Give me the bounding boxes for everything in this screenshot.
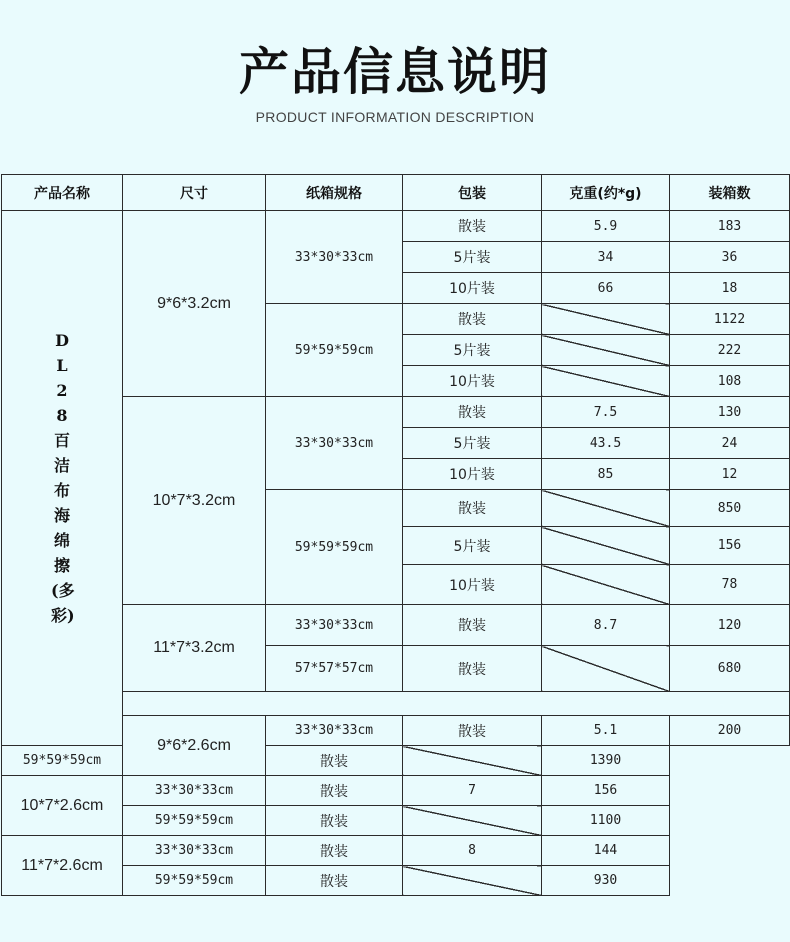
weight-cell-empty <box>403 866 542 896</box>
column-header: 克重(约*g) <box>542 175 670 211</box>
weight-cell: 5.9 <box>542 211 670 242</box>
size-cell: 11*7*3.2cm <box>123 605 266 692</box>
weight-cell-empty <box>542 527 670 565</box>
pack-cell: 散装 <box>403 397 542 428</box>
product-name-cell <box>2 211 123 746</box>
pack-cell: 散装 <box>403 646 542 692</box>
qty-cell: 183 <box>670 211 790 242</box>
carton-cell: 33*30*33cm <box>266 211 403 304</box>
pack-cell: 5片装 <box>403 527 542 565</box>
pack-cell: 10片装 <box>403 565 542 605</box>
pack-cell: 散装 <box>266 776 403 806</box>
weight-cell-empty <box>542 490 670 527</box>
carton-cell: 33*30*33cm <box>123 776 266 806</box>
qty-cell: 850 <box>670 490 790 527</box>
carton-cell: 59*59*59cm <box>123 806 266 836</box>
carton-cell: 33*30*33cm <box>266 397 403 490</box>
weight-cell-empty <box>403 746 542 776</box>
column-header: 纸箱规格 <box>266 175 403 211</box>
weight-cell: 43.5 <box>542 428 670 459</box>
pack-cell: 10片装 <box>403 273 542 304</box>
weight-cell: 7 <box>403 776 542 806</box>
weight-cell: 7.5 <box>542 397 670 428</box>
qty-cell: 12 <box>670 459 790 490</box>
pack-cell: 散装 <box>403 211 542 242</box>
carton-cell: 33*30*33cm <box>266 716 403 746</box>
qty-cell: 18 <box>670 273 790 304</box>
pack-cell: 5片装 <box>403 335 542 366</box>
carton-cell: 33*30*33cm <box>123 836 266 866</box>
pack-cell: 散装 <box>403 716 542 746</box>
qty-cell: 24 <box>670 428 790 459</box>
pack-cell: 散装 <box>266 836 403 866</box>
carton-cell: 33*30*33cm <box>266 605 403 646</box>
pack-cell: 5片装 <box>403 242 542 273</box>
weight-cell-empty <box>403 806 542 836</box>
table-header-row <box>2 175 790 211</box>
qty-cell: 144 <box>542 836 670 866</box>
qty-cell: 78 <box>670 565 790 605</box>
pack-cell: 10片装 <box>403 459 542 490</box>
weight-cell: 66 <box>542 273 670 304</box>
qty-cell: 222 <box>670 335 790 366</box>
weight-cell-empty <box>542 304 670 335</box>
weight-cell-empty <box>542 565 670 605</box>
qty-cell: 156 <box>542 776 670 806</box>
qty-cell: 36 <box>670 242 790 273</box>
pack-cell: 散装 <box>403 490 542 527</box>
weight-cell-empty <box>542 335 670 366</box>
size-cell: 9*6*2.6cm <box>123 716 266 776</box>
qty-cell: 1122 <box>670 304 790 335</box>
qty-cell: 200 <box>670 716 790 746</box>
size-cell: 10*7*3.2cm <box>123 397 266 605</box>
pack-cell: 10片装 <box>403 366 542 397</box>
qty-cell: 120 <box>670 605 790 646</box>
size-cell: 10*7*2.6cm <box>2 776 123 836</box>
carton-cell: 59*59*59cm <box>266 490 403 605</box>
qty-cell: 1100 <box>542 806 670 836</box>
table-row <box>2 211 790 242</box>
qty-cell: 130 <box>670 397 790 428</box>
weight-cell-empty <box>542 646 670 692</box>
column-header: 尺寸 <box>123 175 266 211</box>
carton-cell: 57*57*57cm <box>266 646 403 692</box>
column-header: 包装 <box>403 175 542 211</box>
product-spec-table <box>1 174 790 896</box>
pack-cell: 散装 <box>403 304 542 335</box>
qty-cell: 156 <box>670 527 790 565</box>
table-row <box>2 776 790 806</box>
pack-cell: 散装 <box>266 866 403 896</box>
size-cell: 9*6*3.2cm <box>123 211 266 397</box>
weight-cell: 34 <box>542 242 670 273</box>
table-row <box>2 836 790 866</box>
carton-cell: 59*59*59cm <box>266 304 403 397</box>
page-subtitle: PRODUCT INFORMATION DESCRIPTION <box>255 109 535 125</box>
carton-cell: 59*59*59cm <box>2 746 123 776</box>
carton-cell: 59*59*59cm <box>123 866 266 896</box>
page-title: 产品信息说明 <box>239 43 551 101</box>
size-cell: 11*7*2.6cm <box>2 836 123 896</box>
pack-cell: 散装 <box>403 605 542 646</box>
weight-cell: 85 <box>542 459 670 490</box>
product-name: DL28百洁布海绵擦(多彩) <box>51 331 75 625</box>
pack-cell: 5片装 <box>403 428 542 459</box>
weight-cell: 8.7 <box>542 605 670 646</box>
weight-cell-empty <box>542 366 670 397</box>
qty-cell: 680 <box>670 646 790 692</box>
table-row <box>2 746 790 776</box>
pack-cell: 散装 <box>266 806 403 836</box>
column-header: 产品名称 <box>2 175 123 211</box>
qty-cell: 1390 <box>542 746 670 776</box>
weight-cell: 5.1 <box>542 716 670 746</box>
weight-cell: 8 <box>403 836 542 866</box>
qty-cell: 930 <box>542 866 670 896</box>
column-header: 装箱数 <box>670 175 790 211</box>
qty-cell: 108 <box>670 366 790 397</box>
separator-cell <box>123 692 790 716</box>
pack-cell: 散装 <box>266 746 403 776</box>
